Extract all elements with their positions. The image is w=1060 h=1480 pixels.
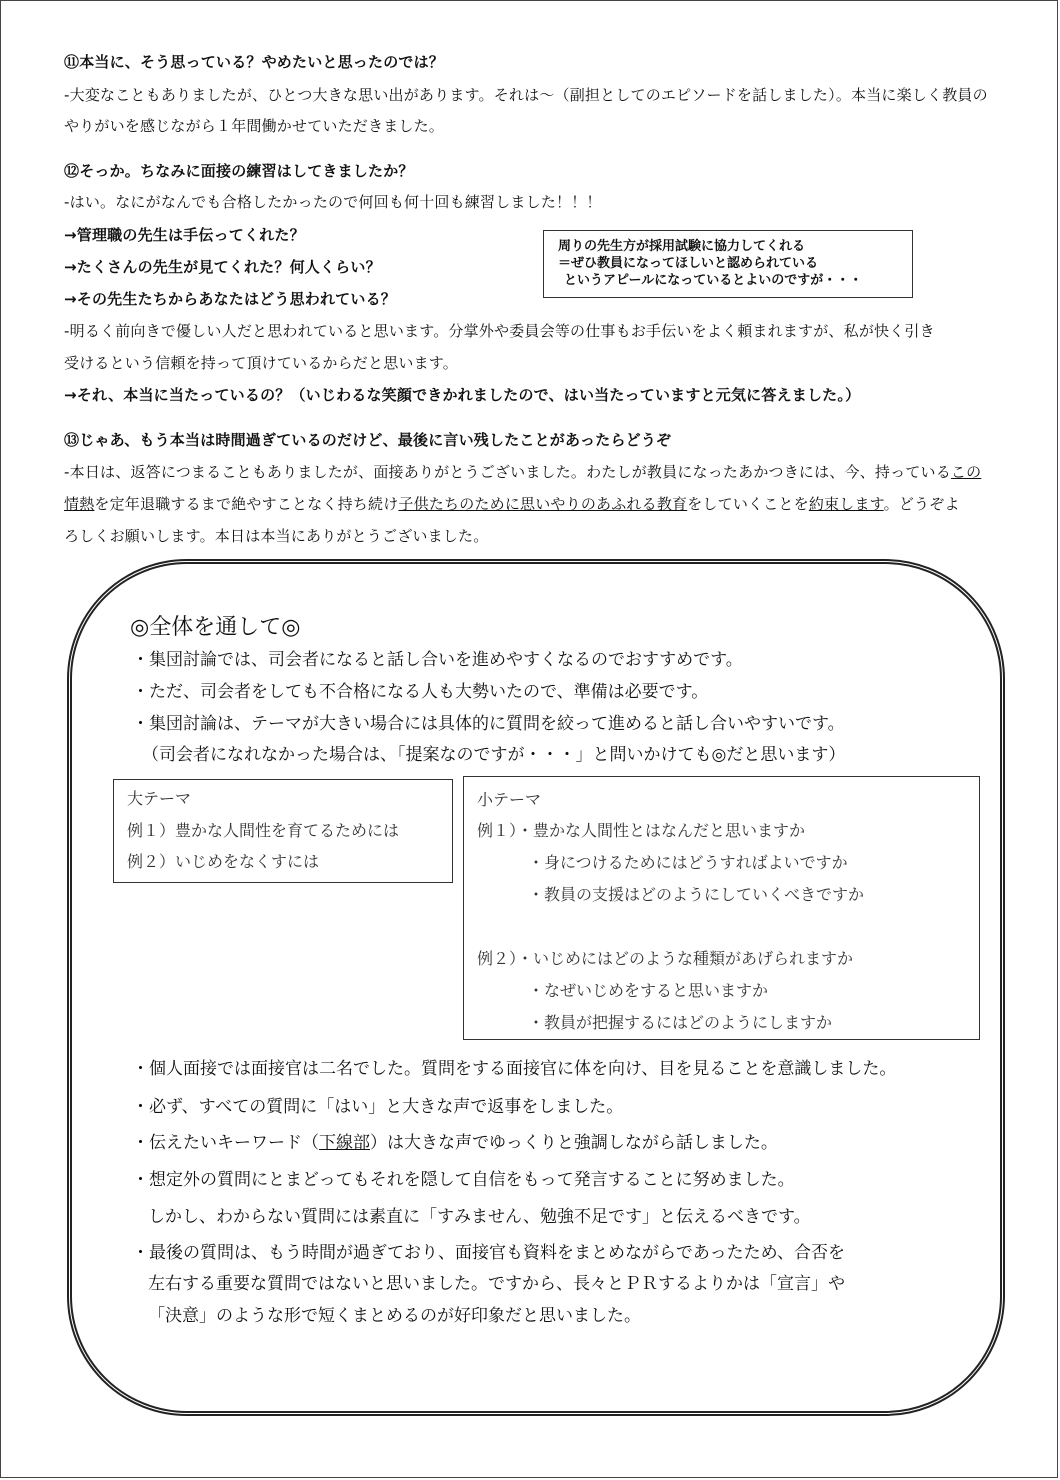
summary-bullet-2: ・ただ、司会者をしても不合格になる人も大勢いたので、準備は必要です。	[132, 682, 709, 702]
small-theme-example-1-3: ・教員の支援はどのようにしていくべきですか	[528, 885, 865, 904]
big-theme-label: 大テーマ	[127, 789, 192, 808]
q13-answer-text-a: -本日は、返答につまることもありましたが、面接ありがとうございました。わたしが教員になったあかつきには、今、持っている	[64, 463, 951, 481]
q12-followup-3: →その先生たちからあなたはどう思われている？	[64, 290, 396, 308]
q13-answer-keyword-1a: この	[950, 463, 982, 481]
summary-bullet-8-line3: 「決意」のような形で短くまとめるのが好印象だと思いました。	[148, 1306, 641, 1326]
q11-question: ⑪本当に、そう思っている？やめたいと思ったのでは？	[64, 53, 445, 71]
q13-answer-keyword-1b: 情熱	[64, 495, 95, 513]
q12-question: ⑫そっか。ちなみに面接の練習はしてきましたか？	[64, 162, 414, 180]
q13-answer-text-d: 。どうぞよ	[883, 495, 960, 513]
summary-bullet-6-b: ）は大きな声でゆっくりと強調しながら話しました。	[370, 1133, 778, 1153]
q13-answer-line3: ろしくお願いします。本日は本当にありがとうございました。	[64, 527, 489, 545]
q12-answer: -はい。なにがなんでも合格したかったので何回も何十回も練習しました！！！	[64, 193, 602, 211]
small-theme-example-2-2: ・なぜいじめをすると思いますか	[528, 981, 769, 1000]
big-theme-example-1: 例１）豊かな人間性を育てるためには	[127, 821, 400, 840]
small-theme-example-2-1: 例２）・いじめにはどのような種類があげられますか	[477, 949, 854, 968]
q12-followup-4: →それ、本当に当たっているの？（いじわるな笑顔できかれましたので、はい当たっていますと元気に答えました。）	[64, 386, 861, 404]
summary-bullet-4: ・個人面接では面接官は二名でした。質問をする面接官に体を向け、目を見ることを意識しました。	[132, 1059, 897, 1079]
summary-bullet-8-line2: 左右する重要な質問ではないと思いました。ですから、長々とＰＲするよりかは「宣言」や	[148, 1274, 845, 1294]
q12-answer2-line1: -明るく前向きで優しい人だと思われていると思います。分掌外や委員会等の仕事もお手伝いをよく頼まれますが、私が快く引き	[64, 322, 935, 340]
summary-title: ◎全体を通して◎	[130, 615, 301, 640]
summary-bullet-6-a: ・伝えたいキーワード（	[132, 1133, 319, 1153]
q12-followup-2: →たくさんの先生が見てくれた？何人くらい？	[64, 258, 381, 276]
q11-answer-line1: -大変なこともありましたが、ひとつ大きな思い出があります。それは～（副担としてのエピソードを話しました）。本当に楽しく教員の	[64, 86, 988, 104]
small-theme-box	[463, 776, 980, 1040]
q13-answer-text-b: を定年退職するまで絶やすことなく持ち続け	[94, 495, 399, 513]
small-theme-example-1-2: ・身につけるためにはどうすればよいですか	[528, 853, 848, 872]
q12-answer2-line2: 受けるという信頼を持って頂けているからだと思います。	[64, 354, 459, 372]
summary-bullet-8-line1: ・最後の質問は、もう時間が過ぎており、面接官も資料をまとめながらであったため、合否を	[132, 1243, 845, 1263]
summary-bullet-1: ・集団討論では、司会者になると話し合いを進めやすくなるのでおすすめです。	[132, 650, 743, 670]
q13-answer-text-c: をしていくことを	[687, 495, 809, 513]
q13-answer-keyword-3: 約束します	[808, 495, 884, 513]
q13-question: ⑬じゃあ、もう本当は時間過ぎているのだけど、最後に言い残したことがあったらどうぞ	[64, 431, 672, 449]
summary-bullet-7-line2: しかし、わからない質問には素直に「すみません、勉強不足です」と伝えるべきです。	[148, 1207, 811, 1227]
big-theme-box	[113, 779, 453, 883]
summary-bullet-6-underlined: 下線部	[319, 1133, 370, 1153]
small-theme-example-2-3: ・教員が把握するにはどのようにしますか	[528, 1013, 833, 1032]
summary-bullet-7-line1: ・想定外の質問にとまどってもそれを隠して自信をもって発言することに努めました。	[132, 1170, 795, 1190]
summary-bullet-3: ・集団討論は、テーマが大きい場合には具体的に質問を絞って進めると話し合いやすいです。	[132, 714, 845, 734]
note-line-3: というアピールになっているとよいのですが・・・	[564, 273, 863, 288]
q13-answer-line2	[64, 494, 960, 514]
note-line-1: 周りの先生方が採用試験に協力してくれる	[558, 239, 806, 254]
small-theme-example-1-1: 例１）・豊かな人間性とはなんだと思いますか	[477, 821, 806, 840]
summary-bullet-6	[132, 1131, 778, 1155]
note-line-2: ＝ぜひ教員になってほしいと認められている	[558, 256, 819, 271]
q13-answer-keyword-2: 子供たちのために思いやりのあふれる教育	[398, 495, 688, 513]
small-theme-label: 小テーマ	[477, 790, 542, 809]
summary-bullet-5: ・必ず、すべての質問に「はい」と大きな声で返事をしました。	[132, 1097, 624, 1117]
q11-answer-line2: やりがいを感じながら１年間働かせていただきました。	[64, 117, 445, 135]
summary-bullet-3-note: （司会者になれなかった場合は、「提案なのですが・・・」と問いかけても◎だと思います）	[142, 745, 846, 765]
note-box	[543, 230, 913, 298]
big-theme-example-2: 例２）いじめをなくすには	[127, 852, 320, 871]
q12-followup-1: →管理職の先生は手伝ってくれた？	[64, 226, 305, 244]
q13-answer-line1	[64, 462, 981, 482]
